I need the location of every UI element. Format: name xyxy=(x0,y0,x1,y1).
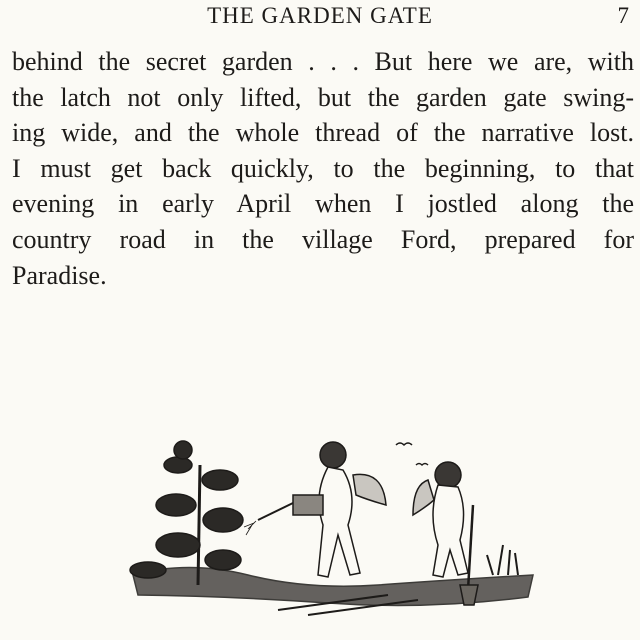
page-header xyxy=(0,0,640,36)
bird xyxy=(416,464,428,466)
text-line: behind the secret garden . . . But here we are, with xyxy=(12,47,634,76)
body-paragraph xyxy=(12,44,634,293)
text-line: I must get back quickly, to the beginning, to that xyxy=(12,153,634,183)
grass xyxy=(487,545,518,575)
cherubs-gardening-illustration xyxy=(128,425,538,620)
text-line: ing wide, and the whole thread of the narrative lost. xyxy=(12,118,634,148)
text-line: Paradise. xyxy=(12,260,107,290)
flowering-plant xyxy=(130,441,243,585)
running-title: THE GARDEN GATE xyxy=(207,3,433,28)
cherub-watering xyxy=(244,442,386,577)
text-line: evening in early April when I jostled along the xyxy=(12,189,634,219)
bird xyxy=(396,443,412,445)
text-line: country road in the village Ford, prepared for xyxy=(12,224,634,254)
text-line: the latch not only lifted, but the garden gate swing- xyxy=(12,82,634,112)
page-number: 7 xyxy=(617,3,629,28)
